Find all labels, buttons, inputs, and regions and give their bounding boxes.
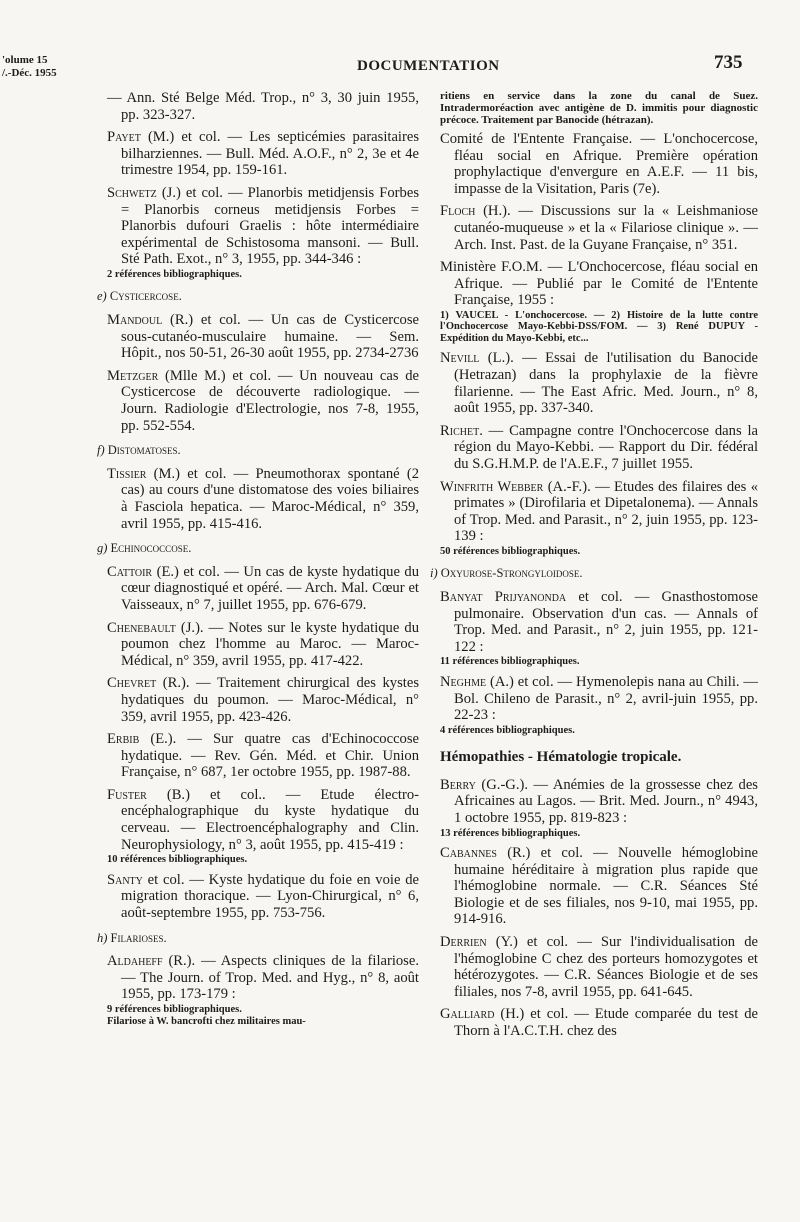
section-heading: f) Distomatoses. — [97, 443, 181, 458]
entry-author: Winfrith Webber — [440, 478, 544, 495]
entry-note: 50 références bibliographiques. — [440, 545, 581, 557]
entry-note: Filariose à W. bancrofti chez militaires mau- — [107, 1016, 306, 1028]
entry-author: Chevret — [107, 675, 157, 692]
entry-author: Floch — [440, 203, 476, 220]
entry-author: Cattoir — [107, 563, 153, 580]
entry-author: Santy — [107, 871, 143, 888]
bib-entry: Richet. — Campagne contre l'Onchocercose dans la région du Mayo-Kebbi. — Rapport du Dir. fédéral du S.G.H.M.P. de l'A.E.F., 7 juillet 1955. — [440, 422, 758, 472]
entry-author: Galliard — [440, 1006, 495, 1023]
bib-entry: Schwetz (J.) et col. — Planorbis metidjensis Forbes = Planorbis corneus metidjensis Forbes = Planorbis dufouri Graelis : hôte intermédiaire expérimental de Schistosoma mansoni. — Bull. Sté Path. Exot., n° 3, 1955, pp. 344-346 : 2 références bibliographiques. — [107, 184, 419, 280]
bib-entry: Banyat Prijyanonda et col. — Gnasthostomose pulmonaire. Observation d'un cas. — Annals of Trop. Med. and Parasit., n° 2, juin 1955, pp. 121-122 : 11 références bibliographiques. — [440, 589, 758, 668]
bib-entry: Nevill (L.). — Essai de l'utilisation du Banocide (Hetrazan) dans la prophylaxie de la fièvre filarienne. — The East Afric. Med. Journ., n° 8, août 1955, pp. 337-340. — [440, 350, 758, 417]
entry-author: Aldaheff — [107, 953, 163, 970]
right-column — [430, 90, 758, 1046]
entry-author: Banyat Prijyanonda — [440, 589, 567, 606]
section-heading: h) Filarioses. — [97, 930, 167, 945]
bib-entry: Tissier (M.) et col. — Pneumothorax spontané (2 cas) au cours d'une distomatose des voies biliaires à Fasciola hepatica. — Maroc-Médical, n° 359, avril 1955, pp. 415-416. — [107, 465, 419, 532]
entry-author: Tissier — [107, 465, 147, 482]
entry-note: 4 références bibliographiques. — [440, 724, 575, 736]
entry-author: Neghme — [440, 673, 487, 690]
entry-author: Berry — [440, 776, 476, 793]
bib-entry: Mandoul (R.) et col. — Un cas de Cysticercose sous-cutanéo-musculaire humaine. — Sem. Hôpit., nos 50-51, 26-30 août 1955, pp. 2734-2736 — [107, 312, 419, 362]
bib-entry: Derrien (Y.) et col. — Sur l'individualisation de l'hémoglobine C chez des porteurs homozygotes et hétérozygotes. — C.R. Séances Biologie et de ses filiales, nos 7-8, avril 1955, pp. 641-645. — [440, 934, 758, 1000]
bib-entry: Santy et col. — Kyste hydatique du foie en voie de migration thoracique. — Lyon-Chirurgical, n° 6, août-septembre 1955, pp. 753-756. — [107, 871, 419, 921]
bib-entry: Galliard (H.) et col. — Etude comparée du test de Thorn à l'A.C.T.H. chez des — [440, 1006, 758, 1040]
section-heading: i) Oxyurose-Strongyloidose. — [430, 566, 583, 581]
entry-author: Payet — [107, 129, 141, 146]
section-heading: g) Echinococcose. — [97, 541, 192, 556]
entry-author: Cabannes — [440, 845, 497, 862]
entry-author: Schwetz — [107, 184, 157, 201]
bib-entry: — Ann. Sté Belge Méd. Trop., n° 3, 30 juin 1955, pp. 323-327. — [107, 90, 419, 123]
entry-author: Metzger — [107, 367, 159, 384]
bib-entry: Fuster (B.) et col.. — Etude électro-encéphalographique du kyste hydatique du cerveau. — Electroencéphalography and Clin. Neurophysiology, n° 3, août 1955, pp. 415-419 : 10 références bibliographiques. — [107, 786, 419, 866]
entry-note: 10 références bibliographiques. — [107, 854, 248, 866]
bib-entry: Payet (M.) et col. — Les septicémies parasitaires bilharziennes. — Bull. Méd. A.O.F., n° 2, 3e et 4e trimestre 1954, pp. 159-161. — [107, 129, 419, 179]
bib-entry-continued: ritiens en service dans la zone du canal de Suez. Intradermoréaction avec antigène de D. immitis pour diagnostic précoce. Traitement par Banocide (hétrazan). — [440, 90, 758, 126]
entry-note: 1) VAUCEL - L'onchocercose. — 2) Histoire de la lutte contre l'Onchocercose Mayo-Kebbi-DSS/FOM. — 3) René DUPUY - Expédition du Mayo-Kebbi, etc... — [440, 309, 758, 344]
bib-entry: Metzger (Mlle M.) et col. — Un nouveau cas de Cysticercose de découverte radiologique. — Journ. Radiologie d'Electrologie, nos 7-8, 1955, pp. 552-554. — [107, 367, 419, 434]
volume-info — [2, 54, 57, 80]
bib-entry: Cabannes (R.) et col. — Nouvelle hémoglobine humaine héréditaire à migration plus rapide que l'hémoglobine normale. — C.R. Séances Sté Biologie et de ses filiales, nos 9-10, mai 1955, pp. 914-916. — [440, 845, 758, 928]
volume-line: 'olume 15 — [2, 54, 48, 66]
bib-entry: Aldaheff (R.). — Aspects cliniques de la filariose. — The Journ. of Trop. Med. and Hyg., n° 8, août 1955, pp. 173-179 : 9 références bibliographiques. Filariose à W. bancrofti chez militaires mau- — [107, 953, 419, 1028]
bib-entry: Erbib (E.). — Sur quatre cas d'Echinococcose hydatique. — Rev. Gén. Méd. et Chir. Union Française, n° 687, 1er octobre 1955, pp. 1987-88. — [107, 731, 419, 781]
entry-author: Mandoul — [107, 312, 163, 329]
bib-entry: Berry (G.-G.). — Anémies de la grossesse chez des Africaines au Lagos. — Brit. Med. Journ., n° 4943, 1 octobre 1955, pp. 819-823 : 13 références bibliographiques. — [440, 776, 758, 839]
entry-note: 2 références bibliographiques. — [107, 268, 242, 280]
entry-note: 9 références bibliographiques. — [107, 1003, 242, 1015]
section-heading: e) Cysticercose. — [97, 289, 182, 304]
entry-author: Chenebault — [107, 619, 176, 636]
left-column — [97, 90, 419, 1034]
date-line: /.-Déc. 1955 — [2, 67, 57, 79]
entry-author: Nevill — [440, 350, 480, 367]
running-title: DOCUMENTATION — [357, 58, 500, 74]
entry-author: Richet — [440, 422, 480, 439]
bib-entry: Floch (H.). — Discussions sur la « Leishmaniose cutanéo-muqueuse » et la « Filariose clinique ». — Arch. Inst. Past. de la Guyane Française, n° 351. — [440, 203, 758, 253]
page-number: 735 — [714, 52, 743, 73]
bib-entry: Neghme (A.) et col. — Hymenolepis nana au Chili. — Bol. Chileno de Parasit., n° 2, avril-juin 1955, pp. 22-23 : 4 références bibliographiques. — [440, 673, 758, 736]
entry-note: 13 références bibliographiques. — [440, 827, 581, 839]
entry-author: Derrien — [440, 934, 487, 951]
bib-entry: Winfrith Webber (A.-F.). — Etudes des filaires des « primates » (Dirofilaria et Dipetalonema). — Annals of Trop. Med. and Parasit., n° 2, juin 1955, pp. 123-139 : 50 références bibliographiques. — [440, 478, 758, 557]
bib-entry: Comité de l'Entente Française. — L'onchocercose, fléau social en Afrique. Première opération prophylactique d'envergure en A.E.F. — 11 bis, impasse de la Visitation, Paris (7e). — [440, 131, 758, 197]
section-heading-bold: Hémopathies - Hématologie tropicale. — [440, 749, 682, 766]
entry-note: 11 références bibliographiques. — [440, 656, 580, 668]
bib-entry: Ministère F.O.M. — L'Onchocercose, fléau social en Afrique. — Publié par le Comité de l'Entente Française, 1955 : 1) VAUCEL - L'onchocercose. — 2) Histoire de la lutte contre l'Onchocercose Mayo-Kebbi-DSS/FOM. — 3) René DUPUY - Expédition du Mayo-Kebbi, etc... — [440, 259, 758, 344]
bib-entry: Chenebault (J.). — Notes sur le kyste hydatique du poumon chez l'homme au Maroc. — Maroc-Médical, n° 359, avril 1955, pp. 417-422. — [107, 619, 419, 669]
bib-entry: Chevret (R.). — Traitement chirurgical des kystes hydatiques du poumon. — Maroc-Médical, n° 359, avril 1955, pp. 423-426. — [107, 675, 419, 725]
bib-entry: Cattoir (E.) et col. — Un cas de kyste hydatique du cœur diagnostiqué et opéré. — Arch. Mal. Cœur et Vaisseaux, n° 7, juillet 1955, pp. 676-679. — [107, 563, 419, 613]
entry-author: Erbib — [107, 731, 140, 748]
entry-author: Fuster — [107, 786, 147, 803]
